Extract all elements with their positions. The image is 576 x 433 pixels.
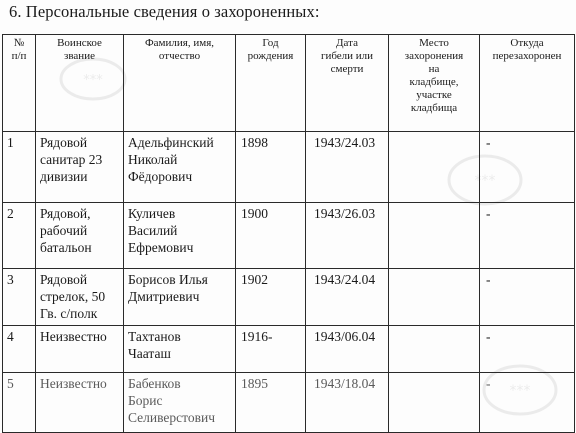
column-header: Воинское звание: [36, 35, 124, 132]
section-heading: 6. Персональные сведения о захороненных:: [9, 2, 320, 21]
table-row: [3, 373, 575, 433]
burial-place: [389, 132, 480, 203]
burial-place: [389, 269, 480, 326]
military-rank: Рядовой, рабочий батальон: [36, 203, 124, 269]
burial-place: [389, 326, 480, 373]
military-rank: Рядовой санитар 23 дивизии: [36, 132, 124, 203]
row-number: 3: [3, 269, 36, 326]
death-date: 1943/24.04: [306, 269, 389, 326]
table-row: [3, 203, 575, 269]
column-header: Место захоронения на кладбище, участке кладбища: [389, 35, 480, 132]
burial-place: [389, 373, 480, 433]
column-header: Фамилия, имя, отчество: [124, 35, 236, 132]
birth-year: 1895: [236, 373, 306, 433]
svg-text:***: ***: [83, 73, 103, 88]
svg-text:***: ***: [509, 383, 531, 399]
military-rank: Неизвестно: [36, 373, 124, 433]
military-rank: Неизвестно: [36, 326, 124, 373]
row-number: 4: [3, 326, 36, 373]
reburied-from: -: [480, 373, 575, 433]
full-name: Тахтанов Чааташ: [124, 326, 236, 373]
column-header: Год рождения: [236, 35, 306, 132]
full-name: Борисов Илья Дмитриевич: [124, 269, 236, 326]
reburied-from: -: [480, 326, 575, 373]
reburied-from: -: [480, 269, 575, 326]
table-row: [3, 269, 575, 326]
birth-year: 1902: [236, 269, 306, 326]
table-row: [3, 132, 575, 203]
column-header: № п/п: [3, 35, 36, 132]
reburied-from: -: [480, 203, 575, 269]
full-name: Куличев Василий Ефремович: [124, 203, 236, 269]
death-date: 1943/06.04: [306, 326, 389, 373]
full-name: Бабенков Борис Селиверстович: [124, 373, 236, 433]
full-name: Адельфинский Николай Фёдорович: [124, 132, 236, 203]
birth-year: 1900: [236, 203, 306, 269]
column-header: Дата гибели или смерти: [306, 35, 389, 132]
birth-year: 1916-: [236, 326, 306, 373]
military-rank: Рядовой стрелок, 50 Гв. с/полк: [36, 269, 124, 326]
svg-text:***: ***: [474, 173, 496, 189]
birth-year: 1898: [236, 132, 306, 203]
death-date: 1943/26.03: [306, 203, 389, 269]
death-date: 1943/18.04: [306, 373, 389, 433]
table-row: [3, 326, 575, 373]
row-number: 1: [3, 132, 36, 203]
death-date: 1943/24.03: [306, 132, 389, 203]
burial-place: [389, 203, 480, 269]
row-number: 5: [3, 373, 36, 433]
table-header-row: [3, 35, 575, 132]
column-header: Откуда перезахоронен: [480, 35, 575, 132]
reburied-from: -: [480, 132, 575, 203]
burial-records-table: [2, 34, 575, 433]
row-number: 2: [3, 203, 36, 269]
